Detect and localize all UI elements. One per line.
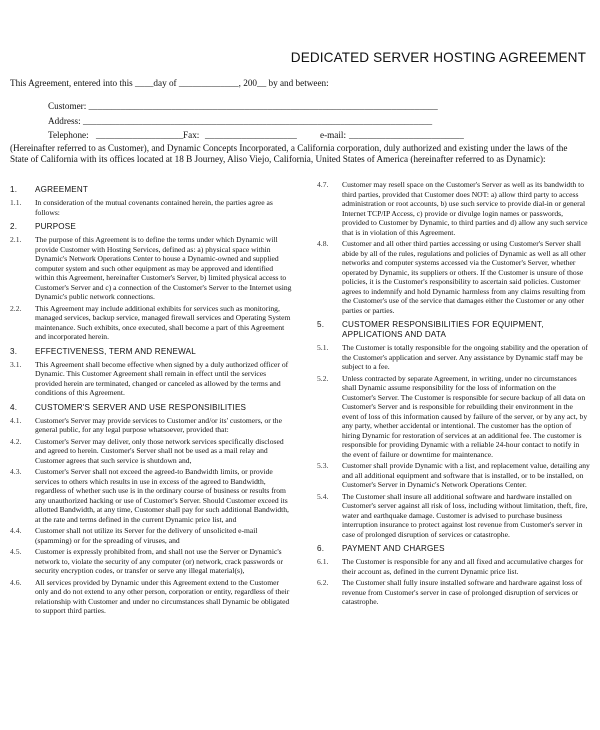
right-column	[317, 180, 590, 609]
clause-text: Customer shall not utilize its Server for the delivery of unsolicited e-mail (spamming) or for the spreading of viruses, and	[35, 526, 258, 545]
clause-text: Customer and all other third parties accessing or using Customer's Server shall abide by all of the rules, regulations and policies of Dynamic as well as all other networks and computer systems accessed via the Customer's Server, whether operated by Dynamic, its suppliers or others. If the Customer is unsure of those policies, it is the Customer's responsibility to ascertain said policies. Customer agrees to indemnify and hold Dynamic harmless from any claims resulting from the Customer's use of the service that damages either the Customer or any other parties or parties.	[342, 239, 586, 315]
page-title: DEDICATED SERVER HOSTING AGREEMENT	[290, 50, 586, 65]
telephone-field[interactable]: ___________________	[96, 130, 184, 140]
customer-line	[48, 101, 438, 111]
address-field[interactable]: ____________________________________________________________________________	[82, 116, 433, 126]
clause	[10, 547, 293, 576]
clause-text: Customer is expressly prohibited from, and shall not use the Server or Dynamic's network to, violate the security of any computer (or) network, crack passwords or security encryption codes, or transfer or serve any illegal material(s),	[35, 547, 283, 575]
clause-text: The purpose of this Agreement is to define the terms under which Dynamic will provide Customer with Hosting Services, defined as: a) physical space within Dynamic's Network Operations Center to house a Dynamic-owned and supplied computer system and such other equipment as may be approved and identified within this Agreement, hereinafter Customer's Server, b) limited physical access to Customer's Server and c) a connection of the Customer's Server to the Internet using Dynamic's public network connections.	[35, 235, 292, 301]
clause-text: The Customer shall insure all additional software and hardware installed on Customer's server against all risk of loss, including without limitation, theft, fire, water and earthquake damage. Customer is advised to purchase business interruption insurance to protect against lost revenue from Customer's server in case of prolonged disruption of services or catastrophe.	[342, 491, 588, 539]
clause-text: Unless contracted by separate Agreement, in writing, under no circumstances shall Dynamic assume responsibility for the loss of information on the Customer's Server. The Customer is responsible for secure backup of all data on Customer's Server and is responsible for rebuilding their environment in the event of loss of this information caused by failure of the server, or by any act, by any party, whether accidental or intentional. The customer has the option of hiring Dynamic for restoration of services at an additional fee. The customer is responsible for providing Dynamic with a reliable 24-hour contact to notify in the event of failure or downtime for maintenance.	[342, 373, 588, 459]
section-title: PAYMENT AND CHARGES	[342, 544, 445, 553]
clause	[317, 239, 590, 315]
clause-text: In consideration of the mutual covenants contained herein, the parties agree as follows:	[35, 198, 273, 217]
email-field[interactable]: _________________________	[349, 130, 464, 140]
clause	[317, 557, 590, 576]
clause-text: Customer shall provide Dynamic with a list, and replacement value, detailing any and all additional equipment and software that is installed, or to be installed, on Customer's Server in Dynamic's Network Operations Center.	[342, 461, 590, 489]
clause-number: 2.1.	[10, 235, 22, 244]
clause-text: Customer's Server may deliver, only those network services specifically disclosed and agreed to herein. Customer's Server shall not be used as a mail relay and Customer agrees that such service is shutdown and,	[35, 436, 284, 465]
clause-text: The Customer is totally responsible for the ongoing stability and the operation of the Customer's application and server. Any assistance by Dynamic staff may be subject to a fee.	[342, 343, 588, 371]
section-title: CUSTOMER'S SERVER AND USE RESPONSIBILITIES	[35, 402, 247, 412]
clause-text: Customer may resell space on the Customer's Server as well as its bandwidth to third parties, provided that Customer does NOT: a) allow third party to access administration or root accounts, b) use such service to provide dial-in or general Internet TCP/IP Access, c) provide or divulge login names or passwords, provided to Customer by Dynamic, to third parties and d) allow any such service that is in violation of this Agreement.	[342, 180, 588, 237]
section-title: AGREEMENT	[35, 185, 89, 194]
clause	[10, 467, 293, 524]
clause-number: 5.2.	[317, 373, 329, 383]
preamble-paragraph: (Hereinafter referred to as Customer), and Dynamic Concepts Incorporated, a California corporation, duly authorized and existing under the laws of the State of California with its offices located at 18 B Journey, Aliso Viejo, California, United States of America (hereinafter referred to as Dynamic):	[10, 143, 568, 164]
section-heading	[317, 544, 590, 554]
clause-number: 3.1.	[10, 359, 22, 369]
address-label: Address:	[48, 116, 81, 126]
section-heading	[10, 222, 293, 232]
clause-number: 5.3.	[317, 461, 329, 470]
fax-field[interactable]: ____________________	[205, 130, 297, 140]
agreement-intro: This Agreement, entered into this ____day of _____________, 200__ by and between:	[10, 78, 329, 88]
fax-label: Fax:	[183, 130, 200, 140]
clause-number: 4.8.	[317, 239, 329, 248]
clause	[10, 578, 293, 616]
clause-number: 4.5.	[10, 547, 22, 556]
clause-number: 4.1.	[10, 415, 22, 425]
customer-field[interactable]: ____________________________________________________________________________	[88, 101, 438, 111]
section-heading	[10, 185, 293, 195]
clause	[10, 235, 293, 302]
clause-number: 4.2.	[10, 436, 22, 446]
left-column	[10, 180, 293, 618]
clause-number: 5.1.	[317, 343, 329, 352]
clause-number: 4.4.	[10, 526, 22, 535]
clause	[317, 461, 590, 490]
customer-label: Customer:	[48, 101, 87, 111]
clause-number: 6.1.	[317, 557, 329, 566]
telephone-label: Telephone:	[48, 130, 89, 140]
clause-number: 2.2.	[10, 303, 22, 313]
section-number: 6.	[317, 544, 325, 553]
clause-text: Customer's Server may provide services to Customer and/or its' customers, or the general public, for any legal purpose whatsoever, provided that:	[35, 415, 282, 434]
clause	[10, 198, 293, 217]
address-line	[48, 116, 432, 126]
section-number: 5.	[317, 320, 325, 329]
section-number: 4.	[10, 402, 18, 412]
clause-text: Customer's Server shall not exceed the agreed-to Bandwidth limits, or provide services to others which results in use in excess of the agreed to Bandwidth, regardless of whether such use is in the ordinary course of business or results from any unauthorized hacking or use of Customer's Server. Should Customer exceed its allotted Bandwidth, at any time, Customer shall pay for such additional Bandwidth, at the rate and terms defined in the current Dynamic price list, and	[35, 467, 289, 524]
clause	[10, 437, 293, 466]
clause	[317, 180, 590, 237]
clause	[10, 416, 293, 435]
clause-number: 6.2.	[317, 578, 329, 587]
clause	[10, 360, 293, 398]
clause	[317, 492, 590, 540]
clause-text: This Agreement shall become effective when signed by a duly authorized officer of Dynamic. This Customer Agreement shall remain in effect until the services provided herein are terminated, changed or canceled as allowed by the terms and conditions of this Agreement.	[35, 359, 289, 397]
email-label: e-mail:	[320, 130, 347, 140]
section-heading	[10, 347, 293, 357]
clause-text: The Customer is responsible for any and all fixed and accumulative charges for their account as, defined in the current Dynamic price list.	[342, 557, 584, 576]
section-title: EFFECTIVENESS, TERM AND RENEWAL	[35, 346, 196, 356]
section-number: 3.	[10, 346, 18, 356]
clause-text: This Agreement may include additional exhibits for services such as monitoring, managed services, backup service, managed firewall services and Operating System maintenance. Such exhibits, once executed, shall become a part of this Agreement and incorporated herein.	[35, 303, 291, 341]
clause	[10, 304, 293, 342]
section-heading	[317, 320, 590, 340]
clause-number: 5.4.	[317, 491, 329, 501]
clause-text: All services provided by Dynamic under this Agreement extend to the Customer only and do not extend to any other person, corporation or entity, regardless of their relationship with Customer and under no circumstances shall Dynamic be obligated to support third parties.	[35, 577, 290, 615]
clause	[317, 578, 590, 607]
section-number: 1.	[10, 185, 18, 194]
section-number: 2.	[10, 222, 18, 231]
clause	[317, 343, 590, 372]
clause-number: 4.7.	[317, 180, 329, 189]
clause-text: The Customer shall fully insure installed software and hardware against loss of revenue from Customer's server in case of prolonged disruption of services or catastrophe.	[342, 578, 583, 606]
clause-number: 1.1.	[10, 198, 22, 207]
section-heading	[10, 403, 293, 413]
section-title: CUSTOMER RESPONSIBILITIES FOR EQUIPMENT, APPLICATIONS AND DATA	[342, 320, 544, 339]
clause	[10, 526, 293, 545]
clause	[317, 374, 590, 460]
clause-number: 4.3.	[10, 467, 22, 476]
clause-number: 4.6.	[10, 577, 22, 587]
section-title: PURPOSE	[35, 222, 76, 231]
